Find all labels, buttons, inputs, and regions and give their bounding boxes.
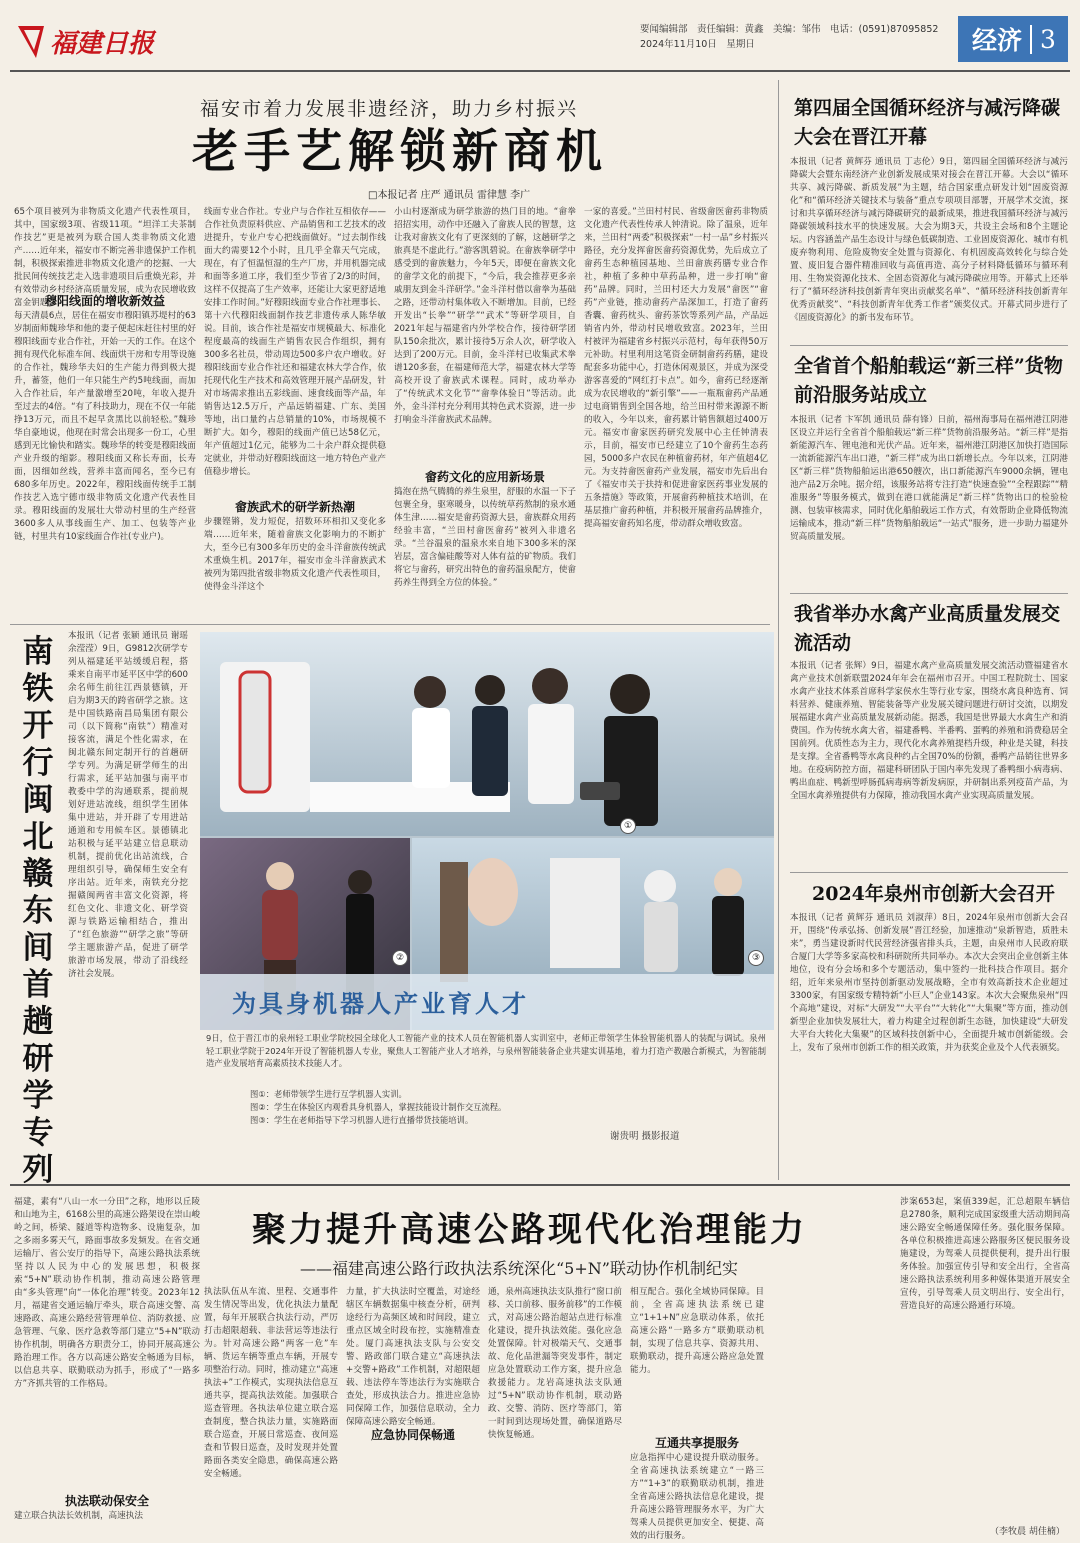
feature-title-char: 南 xyxy=(22,634,54,670)
bottom-col1: 福建，素有“八山一水一分田”之称，地形以丘陵和山地为主，6168公里的高速公路架设在崇山峻岭之间，桥梁、隧道等构造物多、设施复杂，加之多雨多雾天气，路面事故多发频发。在省交通运输厅、省公安厅的指导下，高速公路执法系统坚持以人民为中心的发展思想，积极探索“5+N”联动协作机制，推动高速公路管理由“多头管理”向“一体化治理”转变。2023年12月，福建省交通运输厅牵头，联合高速交警、高速路政、高速公路经营管理单位、消防救援、应急管理、气象、医疗急救等部门建立“5+N”联动协作机制，明确各方职责分工，协同开展高速公路治理工作。各方以高速公路安全畅通为目标，以信息共享、联勤联动为抓手，形成了“一路多方”齐抓共管的工作格局。 xyxy=(14,1197,200,1389)
story-kicker: 福安市着力发展非遗经济，助力乡村振兴 xyxy=(200,98,579,120)
sidebar-title-3: 我省举办水禽产业高质量发展交流活动 xyxy=(794,603,1061,654)
feature-title-char: 趟 xyxy=(22,1004,54,1040)
feature-title-char: 东 xyxy=(22,893,54,929)
story-col1: 65个项目被列为非物质文化遗产代表性项目，其中，国家级3项、省级11项。“坦洋工夫茶制作技艺”更是被列为联合国人类非物质文化遗产……近年来，福安市不断完善非遗保护工作机制，积极探索推进非物质文化遗产的挖掘、一大批民间传统技艺走入选非遗项目后重焕光彩，并有效带动乡村经济高质量发展，成为农民增收致富金钥匙。 xyxy=(14,207,196,308)
photo-caption-line: 图③：学生在老师指导下学习机器人进行直播带货技能培训。 xyxy=(250,1115,474,1125)
feature-title-char: 北 xyxy=(22,819,54,855)
feature-title-char: 列 xyxy=(22,1152,54,1188)
feature-title-char: 开 xyxy=(22,708,54,744)
story-col1b: 每天清晨6点，居住在福安市穆阳镇苏堤村的63岁制面师魏珍华和他的妻子便起床赶往村里的好穆阳线面专业合作社，开始一天的工作。在这个拥有现代化标准车间、线面烘干房和专用等设施的合作社，魏珍华夫妇的生产能力得到极大提升，蓄签，他们一年只能生产约5吨线面，而加入合作社后，年产量激增至20吨，年收入提升至过去的4倍。“有了科技助力，现在不仅一年能挣13万元，而且不起早贪黑比以前轻松。”魏珍华自豪地说，他现在时常会出现多一份工，心里感到无比愉快和踏实。魏珍华的转变是穆阳线面产业升级的缩影。穆阳线面又称长寿面，长寿面，因细如丝线，营养丰富而闻名，至今已有680多年历史。2022年，穆阳线面传统手工制作技艺入选宁德市级非物质文化遗产代表性目录。穆阳线面的发展壮大带动村里的生产经营3600多人从事线面生产、加工、包装等产业链，村里共有10家线面合作社(专业户)。 xyxy=(14,311,196,542)
section-rule xyxy=(10,624,770,625)
bottom-col5: 相互配合。强化全域协同保障。目前，全省高速执法系统已建立“1+1+N”应急联动体系，依托高速公路“一路多方”联勤联动机制，实现了信息共享、资源共用、联勤联动，提升高速公路应急处置能力。 xyxy=(630,1287,764,1375)
feature-body: 本报讯（记者 张颖 通讯员 谢瑶 余滢滢）9日，G9812次研学专列从福建延平站缓缓启程，搭乘来自南平市延平区中学的600余名师生前往江西景德镇，开启为期3天的跨省研学之旅。这是中国铁路南昌局集团有限公司（以下简称“南铁”）精准对接客流，满足个性化需求，在闽北赣东间定制开行的首趟研学专列。为满足研学师生的出行需求，延平站加强与南平市教委中学的沟通联系，提前规划好进站流线，组织学生团体集中进站，并开辟了专用进站通道和专用候车区。景德镇北站积极与延平站建立信息联动机制，提前优化出站流线，合理组织引导，确保师生安全有序出站。近年来，南铁充分挖掘赣闽两省丰富文化资源，将红色文化、非遗文化、研学资源与铁路运输相结合，推出了“红色旅游”“研学之旅”等研学主题旅游产品，促进了研学旅游市场发展，带动了沿线经济社会发展。 xyxy=(68,631,188,979)
photo-robot-training xyxy=(200,632,774,1030)
photo-credit: 谢贵明 摄影报道 xyxy=(610,1131,680,1142)
feature-title-char: 间 xyxy=(22,930,54,966)
feature-title-char: 研 xyxy=(22,1041,54,1077)
bottom-author: （李牧晨 胡佳楠） xyxy=(990,1527,1065,1537)
feature-title-char: 赣 xyxy=(22,856,54,892)
bottom-col2: 执法队伍从车流、里程、交通事件发生情况等出发，优化执法力量配置，每年开展联合执法行动，严厉打击超限超载、非法营运等违法行为。针对高速公路“两客一危”车辆、货运车辆等重点车辆，开展专项整治行动。同时，推动建立“高速执法+”工作模式，实现执法信息互通共享，提高执法效能。加强联合巡查管理。各执法单位建立联合巡查制度，整合执法力量，实施路面联合巡查，开展日常巡查、夜间巡查和节假日巡查，及时发现并处置路面各类安全隐患，确保高速公路安全畅通。 xyxy=(204,1287,338,1479)
photo-caption-lines xyxy=(250,1088,630,1127)
photo-marker-3: ③ xyxy=(748,950,764,966)
photo-caption-line: 图②：学生在体验区内观看具身机器人，掌握技能设计制作交互流程。 xyxy=(250,1102,507,1112)
bottom-col5b: 应急指挥中心建设提升联动服务。全省高速执法系统建立“一路三方”“1+3”的联勤联动机制，推进全省高速公路执法信息化建设，提升高速公路管理服务水平，为广大驾乘人员提供更加安全、便捷、高效的出行服务。 xyxy=(630,1453,764,1541)
sidebar-body-3: 本报讯（记者 张辉）9日，福建水禽产业高质量发展交流活动暨福建省水禽产业技术创新联盟2024年年会在福州市召开。中国工程院院士、国家水禽产业技术体系首席科学家侯水生等行业专家，围绕水禽良种选育、饲料营养、健康养殖、智能装备等产业发展关键问题进行研讨交流，以期发展福建水禽产业高质量发展新动能。据悉，我国是世界最大水禽生产和消费国。作为传统水禽大省，福建番鸭、半番鸭、蛋鸭的养殖和消费稳居全国前列。优质性态为主力，现代化水禽养殖提档升级，种业是关键，科技是支撑。全省番鸭等水禽良种约占全国70%的份额，番鸭产品销往世界多地。在疫病防控方面，福建科研团队于国内率先发现了番鸭细小病毒病、鸭出血症、鸭新型呼肠孤病毒病等新发病原，并研制出系列疫苗产品，为全国水禽养殖提供有力保障，推动我国水禽产业实现高质量发展。 xyxy=(790,661,1068,801)
story-col3-subhead: 畲药文化的应用新场景 xyxy=(424,470,545,484)
masthead-logo xyxy=(14,18,155,64)
bottom-headline: 聚力提升高速公路现代化治理能力 xyxy=(252,1210,807,1250)
feature-title-char: 首 xyxy=(22,967,54,1003)
feature-title-char: 行 xyxy=(22,745,54,781)
photo-marker-1: ① xyxy=(620,818,636,834)
story-col3: 小山村逐渐成为研学旅游的热门目的地。“畲拳招招实用，动作中还融入了畲族人民的智慧，这让我对畲族文化有了更深刻的了解，这趟研学之旅真是不虚此行。”游客凯碧说。在畲族拳研学中感受到的畲族魅力，今年5天，即便在畲族文化的畲学文化的前提下，“今后，我会推荐更多亲戚朋友到金斗洋研学。”金斗洋村借以畲拳为基础之路，还带动村集体收入不断增加。目前，已经开发出“长拳”“研学”“武术”等研学项目，自2021年起与福建省内外学校合作，接待研学团队150余批次，累计接待5万余人次，研学收入达到了200万元。目前，金斗洋村已收集武术拳谱120多套，在福建师范大学，福建农林大学等高校开设了畲族武术课程。同时，成功举办了“传统武术文化节”“畲拳体验日”等活动。此外，金斗洋村充分利用其特色武术资源，进一步打响金斗洋畲族武术品牌。 xyxy=(394,207,576,425)
feature-title-char: 学 xyxy=(22,1078,54,1114)
feature-title-char: 闽 xyxy=(22,782,54,818)
story-col3b: 捣泡在热气腾腾的养生泉里，舒服的水温一下子包裹全身，驱寒暖身，以传统草药熬制的泉水通体生津……福安是畲药资源大县，畲族群众用药经验丰富，“兰田村畲医畲药”被列入非遗名录。“兰谷温泉的温泉水来自地下300多米的深岩层，富含偏硅酸等对人体有益的矿物质。我们将它与畲药，研究出特色的畲药温泉配方，使畲药养生得到全方位的体验。” xyxy=(394,487,576,588)
sidebar-body-4: 本报讯（记者 黄辉芬 通讯员 刘淑萍）8日，2024年泉州市创新大会召开，围绕“传承弘扬、创新发展”晋江经验，加速推动“泉新智造，质胜未来”，勇当建设新时代民营经济强省排头兵，主题，由泉州市人民政府联合厦门大学等多家高校和科研院所共同举办。本次大会突出企业创新主体地位，设有分会场和多个专题活动，集中签约一批科技合作项目。据介绍，近年来泉州市坚持创新驱动发展战略，全市有效高新技术企业超过3300家，有国家级专精特新“小巨人”企业143家。本次大会聚焦泉州“四个高地”建设，对标“大研发”“大平台”“大转化”“大集聚”等方面，推动创新型企业加快发展壮大，着力构建全过程创新生态链，加快建设“大研发大平台大转化大集聚”的区域科技创新中心，全面提升城市创新能级。会上，发布了泉州市创新工作的相关政策，并为获奖企业及个人代表颁奖。 xyxy=(790,913,1068,1053)
sidebar-divider xyxy=(778,80,779,1180)
section-name: 经济 xyxy=(972,26,1023,55)
header-rule xyxy=(10,70,1070,72)
bottom-subhead: ——福建高速公路行政执法系统深化“5+N”联动协作机制纪实 xyxy=(300,1259,738,1278)
story-col1-subhead: 穆阳线面的增收新效益 xyxy=(44,294,165,308)
bottom-col3-subhead: 应急协同保畅通 xyxy=(370,1428,455,1442)
sidebar-title-2: 全省首个船舶载运“新三样”货物前沿服务站成立 xyxy=(794,355,1063,406)
story-col2b: 步骤铿锵，发力短促，招数环环相扣又变化多端……近年来，随着畲族文化影响力的不断扩大，至今已有300多年历史的金斗洋畲族传统武术重焕生机。2017年，福安市金斗洋畲族武术被列为第四批省级非物质文化遗产代表性项目，使得金斗洋这个 xyxy=(204,517,386,592)
story-byline: □本报记者 庄严 通讯员 雷律慧 李广 xyxy=(368,190,531,201)
photo-caption-title: 为具身机器人产业育人才 xyxy=(232,989,529,1018)
story-headline: 老手艺解锁新商机 xyxy=(192,124,608,178)
sidebar-rule xyxy=(790,345,1068,346)
section-rule xyxy=(10,1184,1070,1186)
sidebar-body-1: 本报讯（记者 黄辉芬 通讯员 丁志伦）9日，第四届全国循环经济与减污降碳大会暨东南经济产业创新发展成果对接会在晋江开幕。大会以“循环共享、减污降碳、新质发展”为主题，结合国家重点研发计划“固废资源化”和“循环经济关键技术与装备”重点专项项目部署，开展学术交流，探讨和共享循环经济与减污降碳研究的最新成果，推进我国循环经济与减污降碳领域科技水平的快速发展。大会为期3天，共设主会场和8个主题论坛。内容涵盖产品生态设计与绿色低碳制造、工业固废资源化、城市有机废弃物利用、危险废物安全处置与资源化、有机固废高效转化与综合处置、废旧复合器件精准回收与高值再造、高分子材料降低循环与循环利用、生物炭资源化技术、全固态资源化与减污降碳应用等。开幕式上还举行了“循环经济科技创新青年突出贡献奖名单”、“循环经济科技创新青年优秀贡献奖”、“科技创新青年优秀工作者”颁奖仪式。开幕式同步进行了《固废资源化》的新书发布环节。 xyxy=(790,157,1068,323)
photo-caption-line: 图①：老师带领学生进行互学机器人实训。 xyxy=(250,1089,407,1099)
bottom-col5-subhead: 互通共享提服务 xyxy=(654,1436,739,1450)
story-col2: 线面专业合作社。专业户与合作社互相依存——合作社负责原料供应、产品销售和工艺技术的改进提升，专业户专心把线面做好。“过去制作线面大约需要12个小时，且几乎全靠天气完成，现在，有了恒温恒湿的生产厂房，并用机器完成和面等多道工序，我们至少节省了2/3的时间，这样不仅提高了生产效率，还能让大家更舒适地安排工作时间。”好穆阳线面专业合作社理事长、第十六代穆阳线面制作技艺非遗传承人陈华敏说。目前，该合作社是福安市规模最大、标准化程度最高的线面生产销售农民合作组织，拥有300多名社员，带动周边500多户农户增收。好穆阳线面专业合作社还和福建农林大学合作，依托现代化生产技术和高效管理开展产品研发，针对市场需求推出五彩线面、速食线面等产品，年销售达12.5万斤，产品远销福建、广东、美国等地，出口量约占总销量的10%，市场规模不断扩大。如今，穆阳的线面产值已达58亿元，年产值超过1亿元，能够为二十余户群众提供稳定就业，并带动好穆阳线面这一地方特色产业产值稳步增长。 xyxy=(204,207,386,477)
bottom-col3: 力量，扩大执法时空覆盖，对途经辖区车辆数据集中核查分析，研判途经行为高频区域和时间段，建立重点区域全时段布控，实施精准查处。厦门高速执法支队与公安交警、路政部门联合建立“高速执法+交警+路政”工作机制，对超限超载、违法停车等违法行为实施联合查处，形成执法合力。推进应急协同保障工作，加强信息联动，全力保障高速公路安全畅通。 xyxy=(346,1287,480,1427)
editor-credits: 要闻编辑部 责任编辑：黄鑫 美编：邹伟 电话：(0591)87095852 xyxy=(640,24,939,35)
photo-marker-2: ② xyxy=(392,950,408,966)
story-col2-subhead: 畲族武术的研学新热潮 xyxy=(234,500,355,514)
feature-title-char: 专 xyxy=(22,1115,54,1151)
sidebar-rule xyxy=(790,593,1068,594)
sidebar-title-1: 第四届全国循环经济与减污降碳大会在晋江开幕 xyxy=(794,97,1061,148)
section-tag xyxy=(958,16,1068,62)
svg-text:福建日报: 福建日报 xyxy=(50,29,155,59)
bottom-col1-subhead: 执法联动保安全 xyxy=(64,1494,149,1508)
page-number: 3 xyxy=(1030,25,1056,54)
sidebar-body-2: 本报讯（记者 卞军凯 通讯员 薛有锋）日前，福州海事局在福州港江阴港区设立并运行全省首个船舶载运“新三样”货物前沿服务站。“新三样”是指新能源汽车、锂电池和光伏产品。近年来，福州港江阴港区加快打造国际一流新能源汽车出口港，“新三样”成为出口新增长点。今年以来，江阴港区“新三样”货物船舶运出港650艘次，出口新能源汽车9000余辆，锂电池产品2万余吨。据介绍，该服务站将专注打造“快速查验”“全程跟踪”“精准服务”等服务模式，做到在港口就能满足“新三样”货物出口的检验检测、包装审核需求，同时优化船舶载运工作方式，有效帮助企业降低物流运输成本，推动“新三样”货物船舶载运“一站式”服务，进一步助力福建外贸高质量发展。 xyxy=(790,415,1068,542)
feature-vertical-title xyxy=(18,634,58,1189)
sidebar-rule xyxy=(790,872,1068,873)
masthead-meta xyxy=(640,22,940,52)
bottom-col6: 涉案653起，案值339起，汇总超限车辆信息2780条，顺利完成国家级重大活动期间高速公路安全畅通保障任务。强化服务保障。各单位积极推进高速公路服务区便民服务设施建设，为驾乘人员提供便利，提升出行服务体验。加强宣传引导和安全出行，全省高速公路执法系统利用多种媒体渠道开展安全宣传，引导驾乘人员文明出行、安全出行，营造良好的高速公路通行环境。 xyxy=(900,1197,1070,1311)
feature-title-char: 铁 xyxy=(22,671,54,707)
sidebar-title-4: 2024年泉州市创新大会召开 xyxy=(812,883,1055,905)
photo-caption: 9日，位于晋江市的泉州轻工职业学院校园全球化人工智能产业的技术人员在智能机器人实训室中，老师正带领学生体验智能机器人的装配与调试。泉州轻工职业学院于2024年开设了智能机器人专业，聚焦人工智能产业人才培养，与泉州智能装备企业共建实训基地，着力打造产教融合新模式，为智能制造产业发展培育高素质技术技能人才。 xyxy=(206,1033,766,1068)
bottom-col1b: 建立联合执法长效机制，高速执法 xyxy=(14,1511,143,1521)
story-col4: 一家的喜爱。”兰田村村民、省级畲医畲药非物质文化遗产代表性传承人钟清说。除了温泉，近年来，兰田村“两委”积极探索“一村一品”乡村振兴路径，充分发挥畲医畲药资源优势，先后成立了畲药生态种植园基地、兰田畲族药膳专业合作社，种植了多种中草药品种，进一步打响“畲药”品牌。同时，兰田村还大力发展“畲医”“畲药”产业链，推动畲药产品深加工，打造了畲药香囊、畲药枕头、畲药茶饮等系列产品，产品远销省内外，带动村民增收致富。2023年，兰田村被评为福建省乡村振兴示范村，每年获得50万元补助。村里利用这笔资金研制畲药药膳，建设配套多功能中心，打造休闲观景区，并成为深受游客喜爱的“网红打卡点”。如今，畲药已经逐渐成为农民增收的“新引擎”——一瓶瓶畲药产品通过电商销售到全国各地，给兰田村带来源源不断的收入，今年以来，畲药累计销售额超过400万元。福安市畲家医药研究发展中心主任钟清表示，目前，福安市已经建立了10个畲药生态药园，5000多户农民在种植畲药材，年产值超4亿元。为支持畲医畲药产业发展，福安市先后出台了《福安市关于扶持和促进畲家医药事业发展的五条措施》等政策，开展畲药种植技术培训，在基层推广畲药种植，并积极开展畲药品牌推介，提高福安畲药知名度，带动群众增收致富。 xyxy=(584,207,768,529)
bottom-col4: 通，泉州高速执法支队推行“窗口前移、关口前移、服务前移”的工作模式，对高速公路治超站点进行标准化建设，提升执法效能。强化应急处置保障。针对极端天气、交通事故、危化品泄漏等突发事件，制定应急处置联动工作方案，提升应急救援能力。龙岩高速执法支队通过“5+N”联动协作机制，联动路政、交警、消防、医疗等部门，第一时间到达现场处置，确保道路尽快恢复畅通。 xyxy=(488,1287,622,1440)
issue-date: 2024年11月10日 星期日 xyxy=(640,39,755,50)
